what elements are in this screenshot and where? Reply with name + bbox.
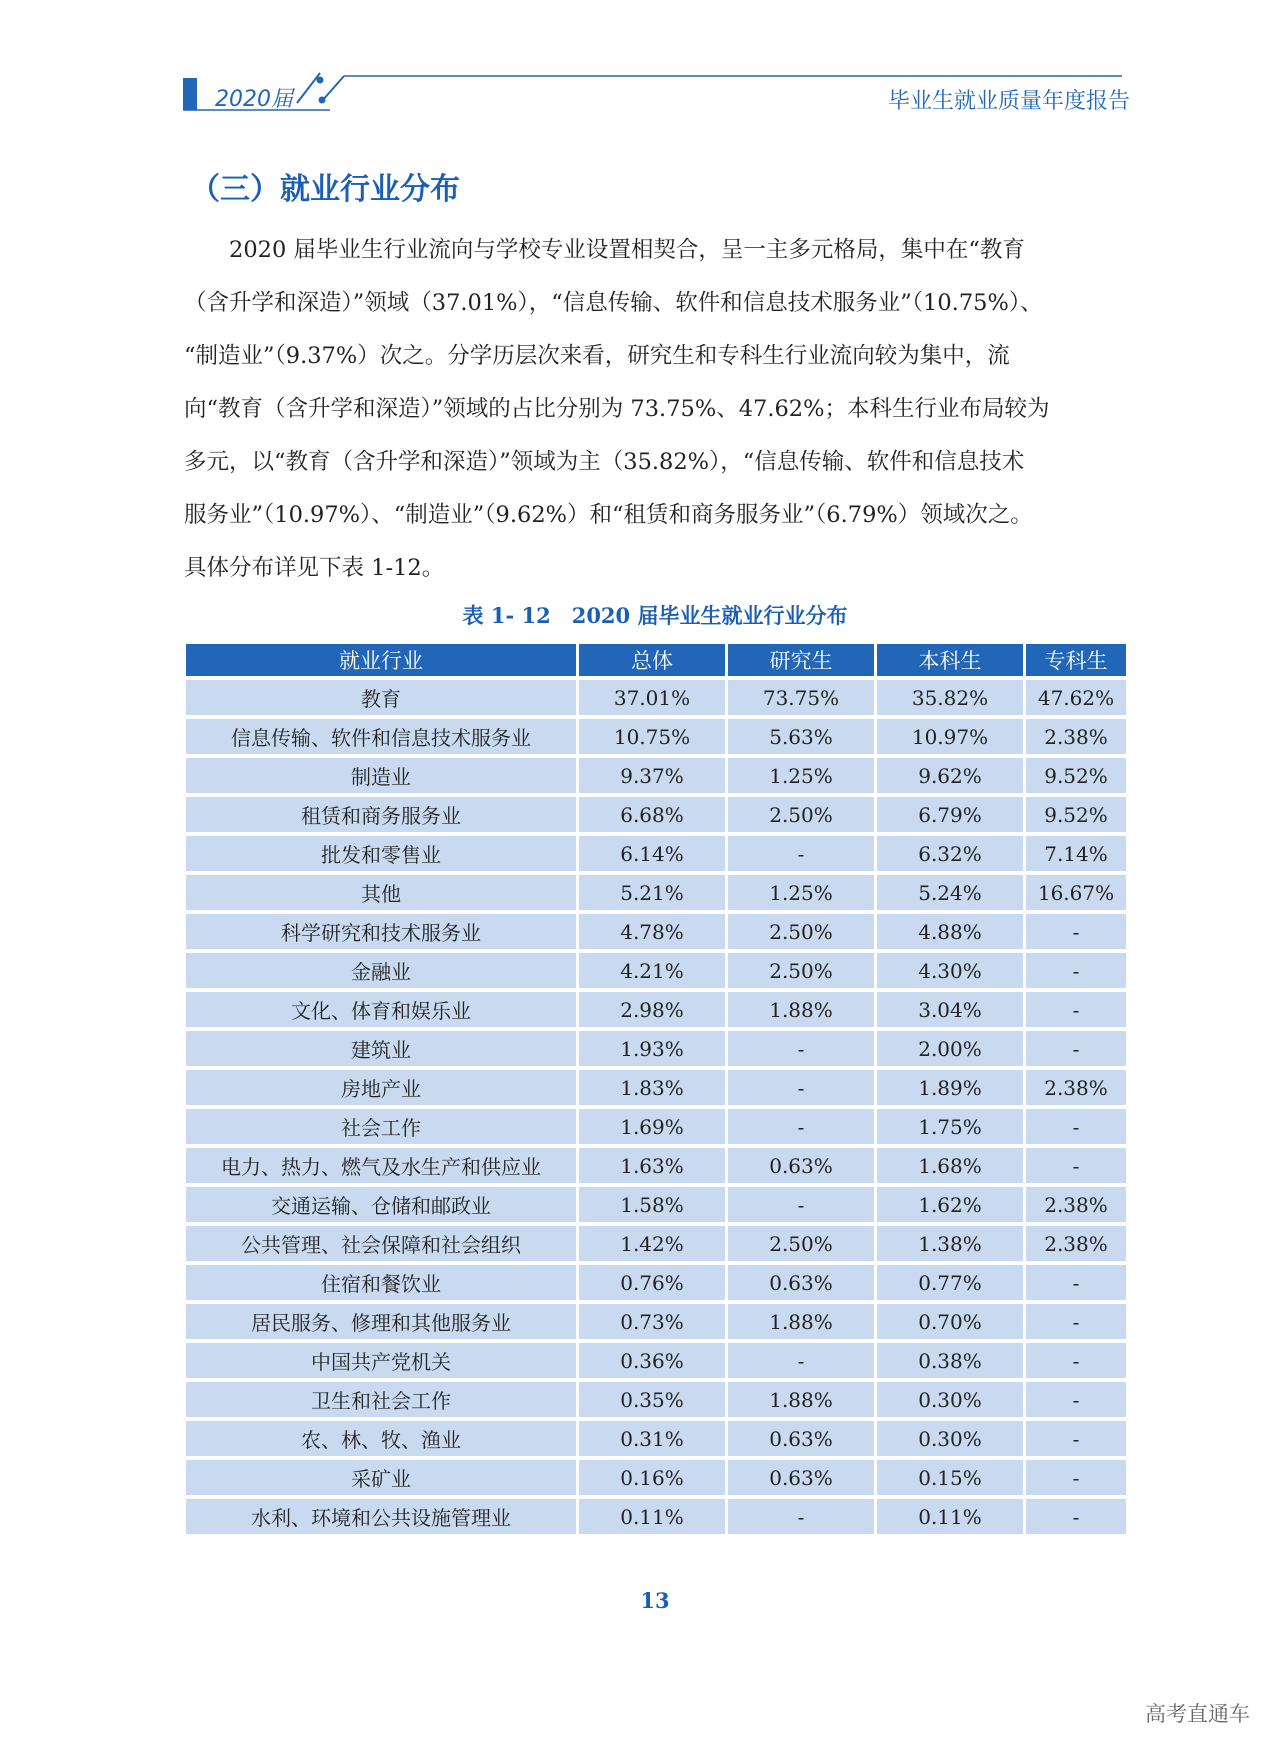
industry-name-cell: 交通运输、仓储和邮政业 <box>186 1187 576 1222</box>
percent-cell: - <box>1026 1421 1126 1456</box>
percent-cell: 1.88% <box>728 992 874 1027</box>
paragraph-line: 多元，以“教育（含升学和深造）”领域为主（35.82%），“信息传输、软件和信息技术 <box>184 449 1025 475</box>
percent-cell: 0.31% <box>579 1421 725 1456</box>
percent-cell: 1.25% <box>728 875 874 910</box>
percent-cell: 4.78% <box>579 914 725 949</box>
percent-cell: 0.38% <box>877 1343 1023 1378</box>
percent-cell: - <box>728 836 874 871</box>
percent-cell: 1.68% <box>877 1148 1023 1183</box>
percent-cell: - <box>1026 1343 1126 1378</box>
table-header-row <box>186 644 1126 676</box>
industry-name-cell: 信息传输、软件和信息技术服务业 <box>186 719 576 754</box>
percent-cell: 7.14% <box>1026 836 1126 871</box>
industry-name-cell: 电力、热力、燃气及水生产和供应业 <box>186 1148 576 1183</box>
percent-cell: 1.63% <box>579 1148 725 1183</box>
percent-cell: 1.58% <box>579 1187 725 1222</box>
percent-cell: 35.82% <box>877 680 1023 715</box>
table-caption: 表 1- 12 2020 届毕业生就业行业分布 <box>462 603 848 628</box>
table-row <box>186 1382 1126 1417</box>
paragraph-line: （含升学和深造）”领域（37.01%），“信息传输、软件和信息技术服务业”（10.75%）、 <box>184 290 1043 316</box>
paragraph-line: 具体分布详见下表 1-12。 <box>184 555 445 581</box>
industry-name-cell: 租赁和商务服务业 <box>186 797 576 832</box>
percent-cell: 2.00% <box>877 1031 1023 1066</box>
industry-name-cell: 房地产业 <box>186 1070 576 1105</box>
percent-cell: 4.21% <box>579 953 725 988</box>
percent-cell: 0.30% <box>877 1382 1023 1417</box>
percent-cell: - <box>1026 953 1126 988</box>
watermark-text: 高考直通车 <box>1145 1702 1250 1726</box>
percent-cell: - <box>728 1070 874 1105</box>
table-row <box>186 1265 1126 1300</box>
percent-cell: 1.42% <box>579 1226 725 1261</box>
header-overall: 总体 <box>579 644 725 676</box>
section-title: （三）就业行业分布 <box>190 172 460 207</box>
percent-cell: 6.32% <box>877 836 1023 871</box>
industry-name-cell: 其他 <box>186 875 576 910</box>
percent-cell: 9.52% <box>1026 797 1126 832</box>
industry-name-cell: 公共管理、社会保障和社会组织 <box>186 1226 576 1261</box>
industry-name-cell: 采矿业 <box>186 1460 576 1495</box>
table-row <box>186 1421 1126 1456</box>
percent-cell: 2.38% <box>1026 1070 1126 1105</box>
percent-cell: 4.30% <box>877 953 1023 988</box>
paragraph-line: 服务业”（10.97%）、“制造业”（9.62%）和“租赁和商务服务业”（6.79%）领域次之。 <box>184 502 1033 528</box>
percent-cell: 0.77% <box>877 1265 1023 1300</box>
percent-cell: 2.38% <box>1026 719 1126 754</box>
percent-cell: 0.35% <box>579 1382 725 1417</box>
percent-cell: 47.62% <box>1026 680 1126 715</box>
percent-cell: 3.04% <box>877 992 1023 1027</box>
percent-cell: - <box>1026 1148 1126 1183</box>
industry-name-cell: 中国共产党机关 <box>186 1343 576 1378</box>
header-industry: 就业行业 <box>186 644 576 676</box>
percent-cell: - <box>1026 1382 1126 1417</box>
percent-cell: - <box>1026 1031 1126 1066</box>
percent-cell: 2.50% <box>728 1226 874 1261</box>
industry-name-cell: 住宿和餐饮业 <box>186 1265 576 1300</box>
table-row <box>186 797 1126 832</box>
table-row <box>186 875 1126 910</box>
percent-cell: 0.63% <box>728 1421 874 1456</box>
percent-cell: 0.15% <box>877 1460 1023 1495</box>
percent-cell: 2.50% <box>728 953 874 988</box>
percent-cell: - <box>728 1499 874 1534</box>
page-number: 13 <box>640 1588 670 1613</box>
body-paragraph <box>184 224 1124 595</box>
percent-cell: 1.89% <box>877 1070 1023 1105</box>
industry-name-cell: 金融业 <box>186 953 576 988</box>
percent-cell: 6.68% <box>579 797 725 832</box>
percent-cell: 0.63% <box>728 1460 874 1495</box>
percent-cell: 1.25% <box>728 758 874 793</box>
table-row <box>186 719 1126 754</box>
table-row <box>186 1109 1126 1144</box>
industry-name-cell: 社会工作 <box>186 1109 576 1144</box>
percent-cell: 6.79% <box>877 797 1023 832</box>
table-row <box>186 1070 1126 1105</box>
percent-cell: 2.38% <box>1026 1226 1126 1261</box>
table-row <box>186 1148 1126 1183</box>
industry-name-cell: 文化、体育和娱乐业 <box>186 992 576 1027</box>
industry-name-cell: 农、林、牧、渔业 <box>186 1421 576 1456</box>
industry-name-cell: 建筑业 <box>186 1031 576 1066</box>
table-row <box>186 1031 1126 1066</box>
percent-cell: 1.69% <box>579 1109 725 1144</box>
percent-cell: 1.88% <box>728 1382 874 1417</box>
industry-name-cell: 教育 <box>186 680 576 715</box>
table-row <box>186 1226 1126 1261</box>
percent-cell: 0.16% <box>579 1460 725 1495</box>
header-year: 2020届 <box>215 87 293 112</box>
paragraph-line: 2020 届毕业生行业流向与学校专业设置相契合，呈一主多元格局，集中在“教育 <box>184 237 1025 263</box>
percent-cell: 1.75% <box>877 1109 1023 1144</box>
percent-cell: - <box>728 1187 874 1222</box>
industry-name-cell: 制造业 <box>186 758 576 793</box>
percent-cell: 16.67% <box>1026 875 1126 910</box>
percent-cell: - <box>1026 914 1126 949</box>
percent-cell: 0.36% <box>579 1343 725 1378</box>
paragraph-line: “制造业”（9.37%）次之。分学历层次来看，研究生和专科生行业流向较为集中，流 <box>184 343 1010 369</box>
percent-cell: - <box>1026 992 1126 1027</box>
percent-cell: 0.76% <box>579 1265 725 1300</box>
percent-cell: - <box>1026 1109 1126 1144</box>
percent-cell: - <box>1026 1304 1126 1339</box>
percent-cell: 10.97% <box>877 719 1023 754</box>
percent-cell: 5.24% <box>877 875 1023 910</box>
table-row <box>186 1499 1126 1534</box>
percent-cell: 2.98% <box>579 992 725 1027</box>
percent-cell: - <box>1026 1265 1126 1300</box>
percent-cell: 1.88% <box>728 1304 874 1339</box>
percent-cell: 0.63% <box>728 1265 874 1300</box>
table-row <box>186 1343 1126 1378</box>
page-header <box>0 0 1280 130</box>
percent-cell: 2.50% <box>728 914 874 949</box>
industry-name-cell: 水利、环境和公共设施管理业 <box>186 1499 576 1534</box>
header-junior-college: 专科生 <box>1026 644 1126 676</box>
percent-cell: 9.62% <box>877 758 1023 793</box>
percent-cell: 1.93% <box>579 1031 725 1066</box>
percent-cell: 0.73% <box>579 1304 725 1339</box>
percent-cell: 0.11% <box>579 1499 725 1534</box>
paragraph-line: 向“教育（含升学和深造）”领域的占比分别为 73.75%、47.62%；本科生行业布局较为 <box>184 396 1050 422</box>
percent-cell: 6.14% <box>579 836 725 871</box>
percent-cell: 2.50% <box>728 797 874 832</box>
percent-cell: 2.38% <box>1026 1187 1126 1222</box>
percent-cell: 0.11% <box>877 1499 1023 1534</box>
percent-cell: 0.70% <box>877 1304 1023 1339</box>
percent-cell: 4.88% <box>877 914 1023 949</box>
table-row <box>186 836 1126 871</box>
percent-cell: 73.75% <box>728 680 874 715</box>
percent-cell: 37.01% <box>579 680 725 715</box>
header-report-title: 毕业生就业质量年度报告 <box>887 89 1130 114</box>
industry-name-cell: 居民服务、修理和其他服务业 <box>186 1304 576 1339</box>
table-row <box>186 1460 1126 1495</box>
table-row <box>186 758 1126 793</box>
table-row <box>186 992 1126 1027</box>
table-row <box>186 680 1126 715</box>
percent-cell: 0.63% <box>728 1148 874 1183</box>
percent-cell: 5.21% <box>579 875 725 910</box>
percent-cell: 9.37% <box>579 758 725 793</box>
percent-cell: 0.30% <box>877 1421 1023 1456</box>
percent-cell: 9.52% <box>1026 758 1126 793</box>
percent-cell: - <box>1026 1460 1126 1495</box>
percent-cell: 1.83% <box>579 1070 725 1105</box>
percent-cell: 1.38% <box>877 1226 1023 1261</box>
percent-cell: - <box>728 1109 874 1144</box>
percent-cell: 10.75% <box>579 719 725 754</box>
industry-distribution-table <box>183 640 1129 1538</box>
percent-cell: - <box>1026 1499 1126 1534</box>
percent-cell: - <box>728 1031 874 1066</box>
industry-name-cell: 批发和零售业 <box>186 836 576 871</box>
industry-name-cell: 卫生和社会工作 <box>186 1382 576 1417</box>
percent-cell: 5.63% <box>728 719 874 754</box>
table-row <box>186 1304 1126 1339</box>
table-row <box>186 914 1126 949</box>
percent-cell: - <box>728 1343 874 1378</box>
header-undergraduate: 本科生 <box>877 644 1023 676</box>
table-row <box>186 953 1126 988</box>
percent-cell: 1.62% <box>877 1187 1023 1222</box>
industry-name-cell: 科学研究和技术服务业 <box>186 914 576 949</box>
table-row <box>186 1187 1126 1222</box>
header-graduate: 研究生 <box>728 644 874 676</box>
